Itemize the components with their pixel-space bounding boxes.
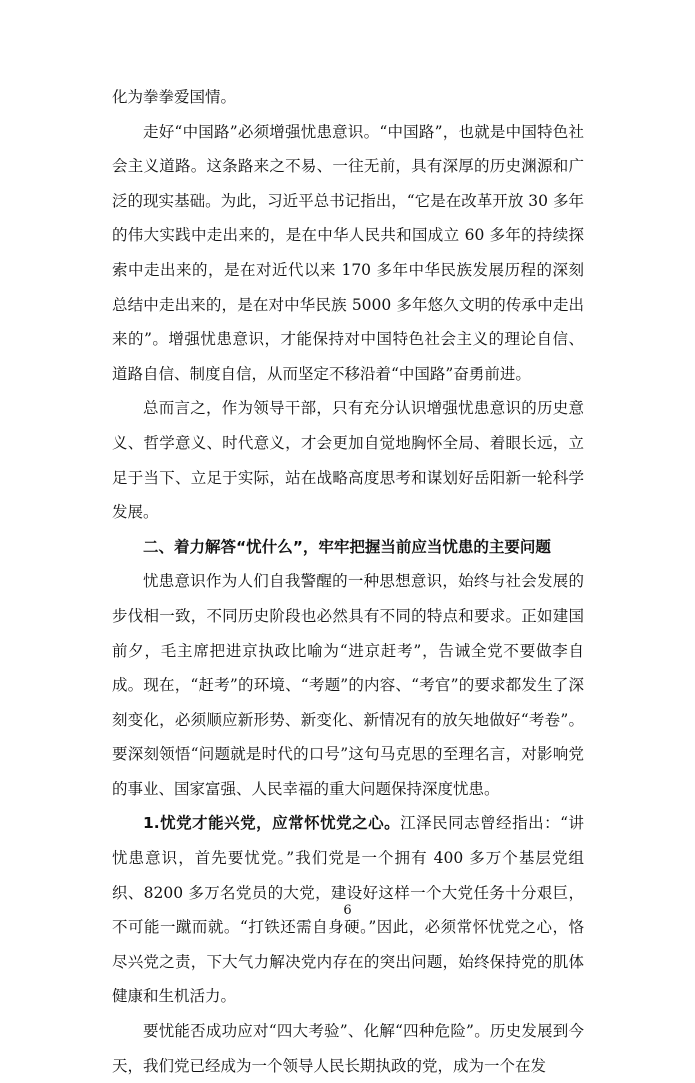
paragraph-four-tests: 要忧能否成功应对“四大考验”、化解“四种危险”。历史发展到今天，我们党已经成为一个领导人民长期执政的党，成为一个在发 (112, 1022, 584, 1075)
paragraph-awareness: 忧患意识作为人们自我警醒的一种思想意识，始终与社会发展的步伐相一致，不同历史阶段也必然具有不同的特点和要求。正如建国前夕，毛主席把进京执政比喻为“进京赶考”，告诫全党不要做李自成。现在，“赶考”的环境、“考题”的内容、“考官”的要求都发生了深刻变化，必须顺应新形势、新变化、新情况有的放矢地做好“考卷”。要深刻领悟“问题就是时代的口号”这句马克思的至理名言，对影响党的事业、国家富强、人民幸福的重大问题保持深度忧患。 (112, 572, 584, 798)
subheading-worry-party: 1.忧党才能兴党，应常怀忧党之心。 (143, 814, 401, 833)
paragraph-worry-party-text: 江泽民同志曾经指出：“讲忧患意识，首先要忧党。”我们党是一个拥有 400 多万个基层党组织、8200 多万名党员的大党，建设好这样一个大党任务十分艰巨，不可能一蹴而就。“打铁还需自身硬。”因此，必须常怀忧党之心，恪尽兴党之责，下大气力解决党内存在的突出问题，始终保持党的肌体健康和生机活力。 (112, 814, 584, 1006)
body-text (112, 80, 584, 1083)
paragraph-continuation: 化为拳拳爱国情。 (112, 88, 237, 106)
paragraph-china-road: 走好“中国路”必须增强忧患意识。“中国路”，也就是中国特色社会主义道路。这条路来之不易、一往无前，具有深厚的历史渊源和广泛的现实基础。为此，习近平总书记指出，“它是在改革开放 30 多年的伟大实践中走出来的，是在中华人民共和国成立 60 多年的持续探索中走出来的，是在对近代以来 170 多年中华民族发展历程的深刻总结中走出来的，是在对中华民族 5000 多年悠久文明的传承中走出来的”。增强忧患意识，才能保持对中国特色社会主义的理论自信、道路自信、制度自信，从而坚定不移沿着“中国路”奋勇前进。 (112, 122, 584, 383)
section-heading: 二、着力解答“忧什么”，牢牢把握当前应当忧患的主要问题 (143, 537, 551, 556)
page-number: 6 (343, 903, 352, 918)
paragraph-summary: 总而言之，作为领导干部，只有充分认识增强忧患意识的历史意义、哲学意义、时代意义，才会更加自觉地胸怀全局、着眼长远，立足于当下、立足于实际，站在战略高度思考和谋划好岳阳新一轮科学发展。 (112, 399, 584, 522)
